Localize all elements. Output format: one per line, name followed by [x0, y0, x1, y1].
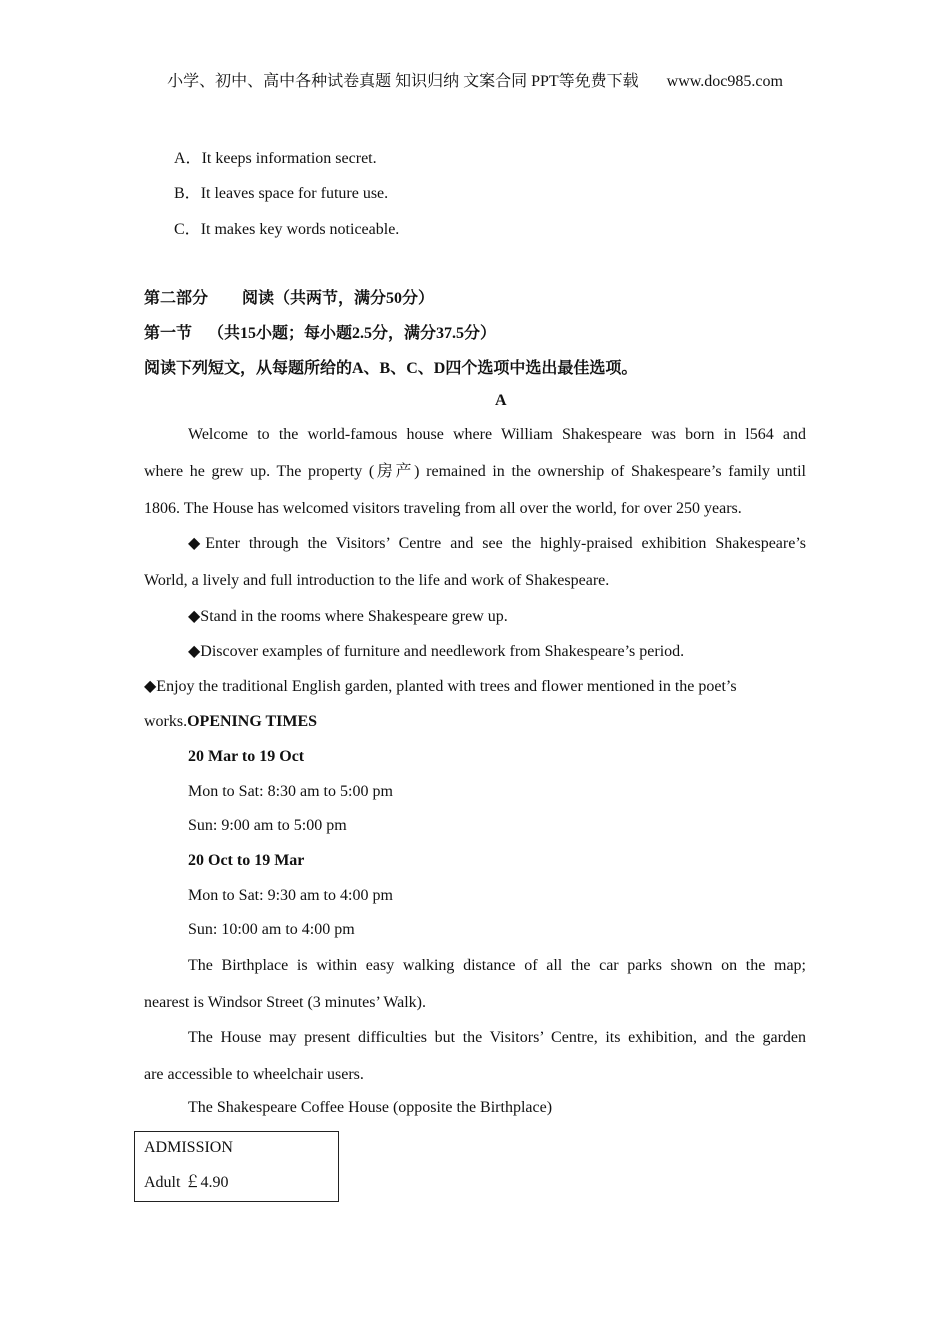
admission-title: ADMISSION	[144, 1139, 233, 1156]
section-part-heading	[144, 285, 434, 308]
opening-times-title: OPENING TIMES	[187, 713, 318, 730]
text-line: The House may present difficulties but the Visitors’ Centre, its exhibition, and the garden	[188, 1029, 806, 1046]
option-text: It leaves space for future use.	[200, 185, 389, 202]
paragraph-intro	[144, 416, 806, 527]
coffee-house-line: The Shakespeare Coffee House (opposite the Birthplace)	[188, 1099, 553, 1116]
option-letter: B．	[174, 185, 201, 202]
admission-box	[134, 1131, 339, 1202]
text-line: World, a lively and full introduction to the life and work of Shakespeare.	[144, 572, 610, 589]
part-title: 阅读（共两节，满分50分）	[242, 290, 435, 307]
option-b	[174, 180, 388, 203]
text-line: The Birthplace is within easy walking distance of all the car parks shown on the map;	[188, 957, 806, 974]
weekday-hours: Mon to Sat: 8:30 am to 5:00 pm	[188, 783, 393, 800]
weekday-hours: Mon to Sat: 9:30 am to 4:00 pm	[188, 887, 393, 904]
text-line: are accessible to wheelchair users.	[144, 1066, 364, 1083]
bullet-garden-line2	[144, 713, 317, 731]
part-label: 第二部分	[144, 290, 209, 307]
header-site: www.doc985.com	[666, 73, 783, 90]
option-a	[174, 145, 377, 168]
paragraph-access	[144, 1019, 806, 1093]
bullet-rooms: ◆Stand in the rooms where Shakespeare grew up.	[188, 608, 508, 625]
bullet-exhibition	[144, 525, 806, 599]
option-letter: C．	[174, 221, 201, 238]
admission-adult-price: Adult ￡4.90	[144, 1174, 229, 1191]
season-heading: 20 Mar to 19 Oct	[188, 748, 305, 765]
header-text: 小学、初中、高中各种试卷真题 知识归纳 文案合同 PPT等免费下载	[167, 73, 639, 90]
option-letter: A．	[174, 150, 202, 167]
paragraph-parking	[144, 947, 806, 1021]
page-header	[0, 68, 950, 91]
text-line: nearest is Windsor Street (3 minutes’ Walk).	[144, 994, 427, 1011]
sub-title: （共15小题；每小题2.5分，满分37.5分）	[208, 325, 497, 342]
text-line: ◆Enter through the Visitors’ Centre and see the highly-praised exhibition Shakespeare’s	[188, 535, 806, 552]
section-sub-heading	[144, 320, 496, 343]
text-line: Welcome to the world-famous house where William Shakespeare was born in l564 and	[188, 426, 806, 443]
season-heading: 20 Oct to 19 Mar	[188, 852, 305, 869]
text-line: 1806. The House has welcomed visitors traveling from all over the world, for over 250 years.	[144, 500, 742, 517]
option-text: It keeps information secret.	[201, 150, 377, 167]
text-line: where he grew up. The property (房产) remained in the ownership of Shakespeare’s family until	[144, 463, 806, 480]
bullet-garden-line1: ◆Enjoy the traditional English garden, planted with trees and flower mentioned in the poet’s	[144, 678, 737, 695]
sunday-hours: Sun: 10:00 am to 4:00 pm	[188, 921, 355, 938]
bullet-furniture: ◆Discover examples of furniture and needlework from Shakespeare’s period.	[188, 643, 685, 660]
sunday-hours: Sun: 9:00 am to 5:00 pm	[188, 817, 347, 834]
option-c	[174, 216, 399, 239]
passage-letter: A	[495, 392, 507, 409]
text-line: works.	[144, 713, 188, 730]
option-text: It makes key words noticeable.	[200, 221, 400, 238]
section-instruction: 阅读下列短文，从每题所给的A、B、C、D四个选项中选出最佳选项。	[144, 360, 638, 377]
sub-label: 第一节	[144, 325, 193, 342]
